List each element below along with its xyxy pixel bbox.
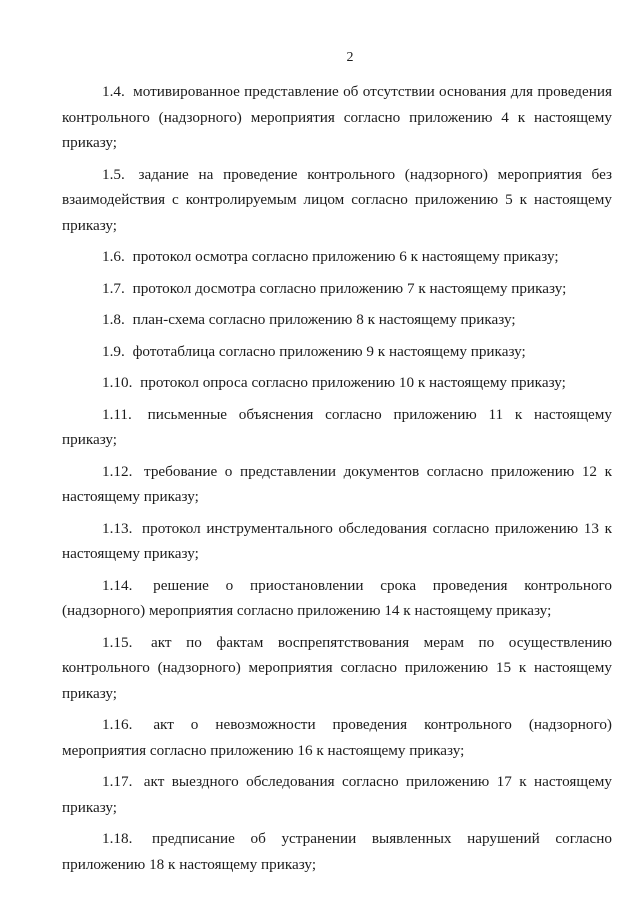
item-number: 1.8. [102,311,125,328]
list-item [62,826,612,877]
item-number: 1.6. [102,248,125,265]
item-text: акт по фактам воспрепятствования мерам по осуществлению контрольного (надзорного) мероприятия согласно приложению 15 к настоящему приказу; [62,633,613,702]
list-item [62,276,612,302]
item-text: акт выездного обследования согласно приложению 17 к настоящему приказу; [62,773,613,816]
item-text: протокол досмотра согласно приложению 7 к настоящему приказу; [132,279,567,297]
item-number: 1.13. [102,519,133,537]
item-text: акт о невозможности проведения контрольного (надзорного) мероприятия согласно приложению 16 к настоящему приказу; [62,716,612,759]
document-body [62,79,612,883]
list-item [62,402,612,453]
item-text: протокол осмотра согласно приложению 6 к настоящему приказу; [132,248,559,265]
list-item [62,769,612,820]
list-item [62,370,612,396]
item-number: 1.7. [102,279,125,297]
item-number: 1.14. [102,576,133,594]
item-number: 1.9. [102,342,125,360]
item-text: письменные объяснения согласно приложению 11 к настоящему приказу; [62,405,612,448]
item-number: 1.16. [102,716,133,733]
list-item [62,162,612,239]
item-number: 1.5. [102,165,125,183]
item-number: 1.12. [102,462,133,480]
item-text: требование о представлении документов согласно приложению 12 к настоящему приказу; [62,462,613,505]
list-item [62,630,612,707]
item-text: фототаблица согласно приложению 9 к настоящему приказу; [132,342,526,360]
item-text: протокол инструментального обследования согласно приложению 13 к настоящему приказу; [62,519,612,562]
item-number: 1.17. [102,773,133,790]
list-item [62,307,612,333]
item-number: 1.10. [102,374,133,391]
list-item [62,573,612,624]
item-number: 1.4. [102,83,125,100]
item-text: план-схема согласно приложению 8 к настоящему приказу; [132,311,516,328]
item-text: задание на проведение контрольного (надзорного) мероприятия без взаимодействия с контролируемым лицом согласно приложению 5 к настоящему приказу; [62,165,612,234]
list-item [62,244,612,270]
item-number: 1.18. [102,830,133,847]
item-number: 1.15. [102,633,133,651]
list-item [62,516,612,567]
list-item [62,459,612,510]
item-text: решение о приостановлении срока проведения контрольного (надзорного) мероприятия согласно приложению 14 к настоящему приказу; [62,576,613,619]
list-item [62,712,612,763]
item-text: предписание об устранении выявленных нарушений согласно приложению 18 к настоящему приказу; [62,830,612,873]
item-text: мотивированное представление об отсутствии основания для проведения контрольного (надзорного) мероприятия согласно приложению 4 к настоящему приказу; [62,83,612,151]
list-item [62,79,612,156]
page-number: 2 [346,50,354,65]
list-item [62,339,612,365]
item-text: протокол опроса согласно приложению 10 к настоящему приказу; [140,374,566,391]
item-number: 1.11. [102,405,132,423]
